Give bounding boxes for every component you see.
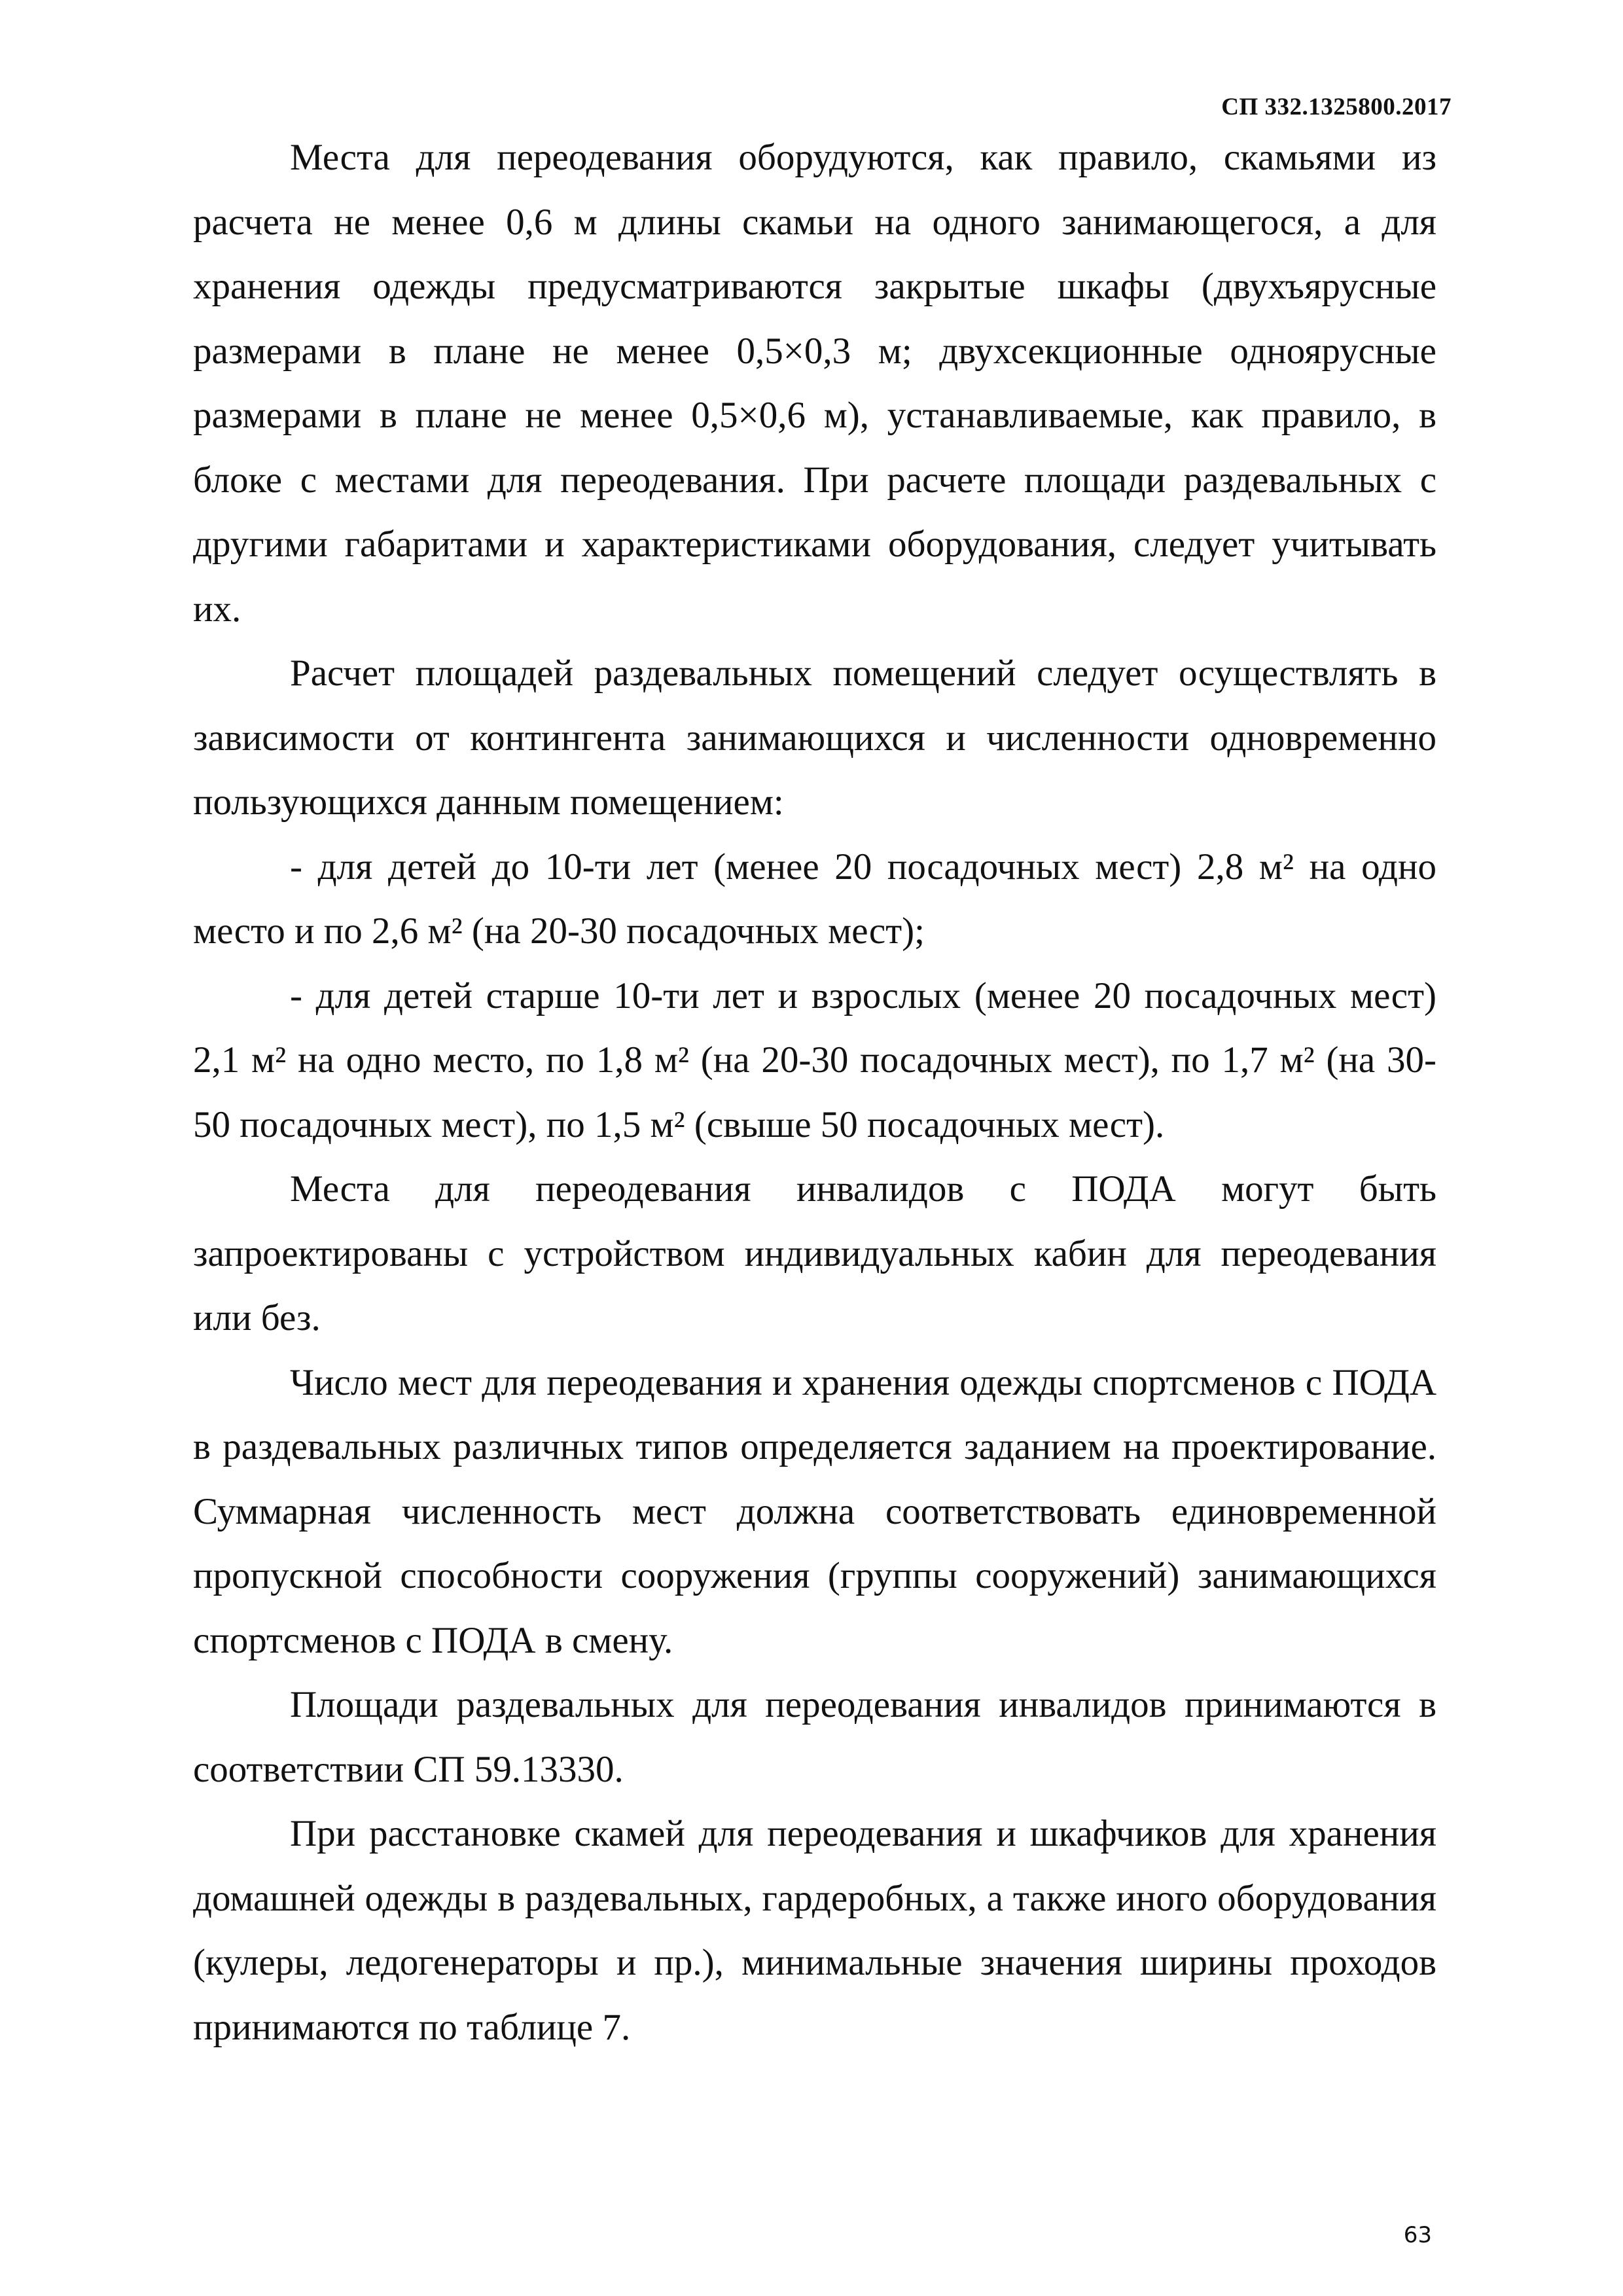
- page-number: 63: [1403, 2222, 1432, 2248]
- list-item-children-over-10-and-adults: - для детей старше 10-ти лет и взрослых (менее 20 посадочных мест) 2,1 м² на одно место, по 1,8 м² (на 20-30 посадочных мест), по 1,7 м² (на 30-50 посадочных мест), по 1,5 м² (свыше 50 посадочных мест).: [193, 975, 1436, 1145]
- paragraph-disabled-changing-places: Места для переодевания инвалидов с ПОДА могут быть запроектированы с устройством индивидуальных кабин для переодевания или без.: [193, 1168, 1436, 1338]
- paragraph-disabled-area-reference: Площади раздевальных для переодевания инвалидов принимаются в соответствии СП 59.13330.: [193, 1684, 1436, 1790]
- paragraph-changing-room-area-calculation: Расчет площадей раздевальных помещений следует осуществлять в зависимости от контингента занимающихся и численности одновременно пользующихся данным помещением:: [193, 653, 1436, 823]
- paragraph-passage-widths: При расстановке скамей для переодевания и шкафчиков для хранения домашней одежды в раздевальных, гардеробных, а также иного оборудования (кулеры, ледогенераторы и пр.), минимальные значения ширины проходов принимаются по таблице 7.: [193, 1813, 1436, 2048]
- document-code-header: СП 332.1325800.2017: [1221, 94, 1452, 120]
- paragraph-changing-places-equipment: Места для переодевания оборудуются, как правило, скамьями из расчета не менее 0,6 м длины скамьи на одного занимающегося, а для хранения одежды предусматриваются закрытые шкафы (двухъярусные размерами в плане не менее 0,5×0,3 м; двухсекционные одноярусные размерами в плане не менее 0,5×0,6 м), устанавливаемые, как правило, в блоке с местами для переодевания. При расчете площади раздевальных с другими габаритами и характеристиками оборудования, следует учитывать их.: [193, 137, 1436, 630]
- list-item-children-under-10: - для детей до 10-ти лет (менее 20 посадочных мест) 2,8 м² на одно место и по 2,6 м² (на 20-30 посадочных мест);: [193, 846, 1436, 952]
- document-body: [193, 126, 1436, 2060]
- paragraph-number-of-places: Число мест для переодевания и хранения одежды спортсменов с ПОДА в раздевальных различных типов определяется заданием на проектирование. Суммарная численность мест должна соответствовать единовременной пропускной способности сооружения (группы сооружений) занимающихся спортсменов с ПОДА в смену.: [193, 1361, 1436, 1661]
